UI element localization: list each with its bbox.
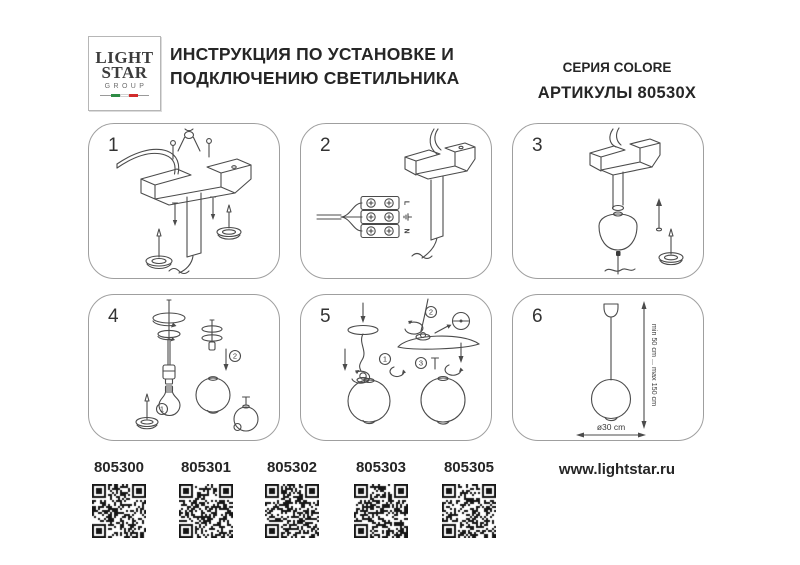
- socket-icon: [163, 365, 175, 384]
- terminal-label-neutral: N: [402, 228, 410, 234]
- title-line-1: ИНСТРУКЦИЯ ПО УСТАНОВКЕ И: [170, 44, 454, 64]
- ceiling-hook-icon: [178, 129, 200, 151]
- lightstar-logo: [88, 36, 161, 111]
- page-title: [170, 42, 500, 90]
- qr-code-805301: [179, 484, 233, 538]
- article-item: [441, 459, 497, 538]
- article-item: [178, 459, 234, 538]
- article-number: 805302: [266, 459, 318, 476]
- suspension-rod-icon: [613, 172, 624, 211]
- mains-cable-icon: [117, 149, 179, 174]
- pendant-stem-icon: [167, 300, 171, 339]
- suspension-rod-icon: [187, 193, 201, 257]
- step-panel-3: [512, 123, 704, 279]
- arrow-down-icon: [459, 343, 464, 363]
- height-dimension: [642, 301, 660, 429]
- step-2-badge: [426, 307, 437, 318]
- step-3-badge: [416, 358, 427, 369]
- articles-title: АРТИКУЛЫ 80530X: [537, 84, 697, 102]
- lock-ring-icon: [445, 365, 463, 375]
- lock-ring-icon: [390, 367, 406, 377]
- fixing-pin-icon: [605, 251, 635, 274]
- diameter-dimension-label: ø30 cm: [596, 422, 626, 432]
- article-item: [91, 459, 147, 538]
- svg-text:1: 1: [159, 404, 165, 414]
- canopy-cup-icon: [599, 212, 637, 250]
- series-name: СЕРИЯ COLORE: [562, 60, 672, 75]
- mounting-bracket-icon: [590, 139, 660, 175]
- panel-number: 3: [532, 135, 543, 156]
- canopy-disc-icon: [348, 326, 378, 335]
- panel-5-illustration: [301, 295, 491, 440]
- article-number: 805303: [355, 459, 407, 476]
- step-1-badge: [157, 404, 168, 415]
- qr-code-805303: [354, 484, 408, 538]
- panel-number: 6: [532, 306, 543, 327]
- panel-number: 5: [320, 306, 331, 327]
- height-dimension-label: min 50 cm ... max 150 cm: [650, 323, 659, 407]
- svg-text:2: 2: [428, 307, 434, 317]
- step-panel-5: [300, 294, 492, 441]
- rod-cable-icon: [169, 256, 193, 274]
- step-2-badge: [230, 351, 241, 362]
- step-2-arrow-icon: [224, 349, 229, 371]
- canopy-top-view-icon: [398, 321, 479, 350]
- step-panel-6: [512, 294, 704, 441]
- panel-number: 1: [108, 135, 119, 156]
- ceiling-cup-icon: [604, 304, 618, 317]
- screw-icon: [171, 139, 212, 159]
- terminal-label-live: L: [402, 200, 410, 206]
- qr-code-805305: [442, 484, 496, 538]
- panel-number: 4: [108, 306, 119, 327]
- panel-number: 2: [320, 135, 331, 156]
- website-url: www.lightstar.ru: [558, 461, 676, 478]
- cable-loop-icon: [430, 129, 441, 154]
- wall-anchor-icon: [146, 205, 241, 269]
- mounting-bracket-icon: [141, 159, 251, 205]
- wall-anchor-icon: [659, 229, 683, 265]
- article-number: 805301: [180, 459, 232, 476]
- panel-4-illustration: [89, 295, 279, 440]
- small-shade-icon: [234, 397, 258, 431]
- qr-code-805302: [265, 484, 319, 538]
- suspension-rod-icon: [431, 176, 443, 240]
- logo-text-group: GROUP: [104, 83, 148, 90]
- article-number: 805305: [443, 459, 495, 476]
- screw-down-icon: [173, 197, 216, 226]
- earth-symbol-icon: [404, 214, 412, 220]
- series-block: [522, 60, 712, 103]
- svg-text:3: 3: [418, 358, 424, 368]
- article-number: 805300: [93, 459, 145, 476]
- svg-text:2: 2: [232, 351, 238, 361]
- cable-loop-icon: [610, 128, 621, 147]
- logo-text-star: STAR: [101, 63, 148, 82]
- fixing-pin-icon: [432, 358, 439, 369]
- italian-flag-icon: [100, 94, 149, 97]
- cable-icon: [360, 334, 364, 371]
- title-line-2: ПОДКЛЮЧЕНИЮ СВЕТИЛЬНИКА: [170, 68, 460, 88]
- logo-text-light: LIGHT: [95, 48, 154, 67]
- glass-shade-icon: [348, 379, 390, 424]
- svg-text:1: 1: [382, 354, 388, 364]
- step-panel-4: [88, 294, 280, 441]
- cord-icon: [168, 339, 170, 365]
- panel-2-illustration: [301, 124, 491, 278]
- article-item: [353, 459, 409, 538]
- diameter-dimension: [576, 422, 646, 438]
- rod-cable-icon: [412, 238, 437, 259]
- panel-6-illustration: [513, 295, 703, 440]
- glass-shade-icon: [592, 380, 631, 421]
- arrow-down-icon: [343, 349, 348, 371]
- wall-anchor-icon: [136, 394, 158, 429]
- gland-rings-icon: [202, 320, 222, 350]
- screw-up-icon: [656, 198, 662, 231]
- supply-wires-icon: [317, 203, 362, 231]
- panel-1-illustration: [89, 124, 279, 278]
- step-panel-2: [300, 123, 492, 279]
- article-item: [264, 459, 320, 538]
- arrow-down-icon: [361, 303, 366, 323]
- magnifier-detail-icon: [435, 313, 470, 334]
- panel-3-illustration: [513, 124, 703, 278]
- step-panel-1: [88, 123, 280, 279]
- qr-code-805300: [92, 484, 146, 538]
- step-1-badge: [380, 354, 391, 365]
- glass-shade-icon: [196, 377, 230, 413]
- glass-shade-icon: [421, 377, 465, 425]
- terminal-block-icon: [361, 197, 399, 238]
